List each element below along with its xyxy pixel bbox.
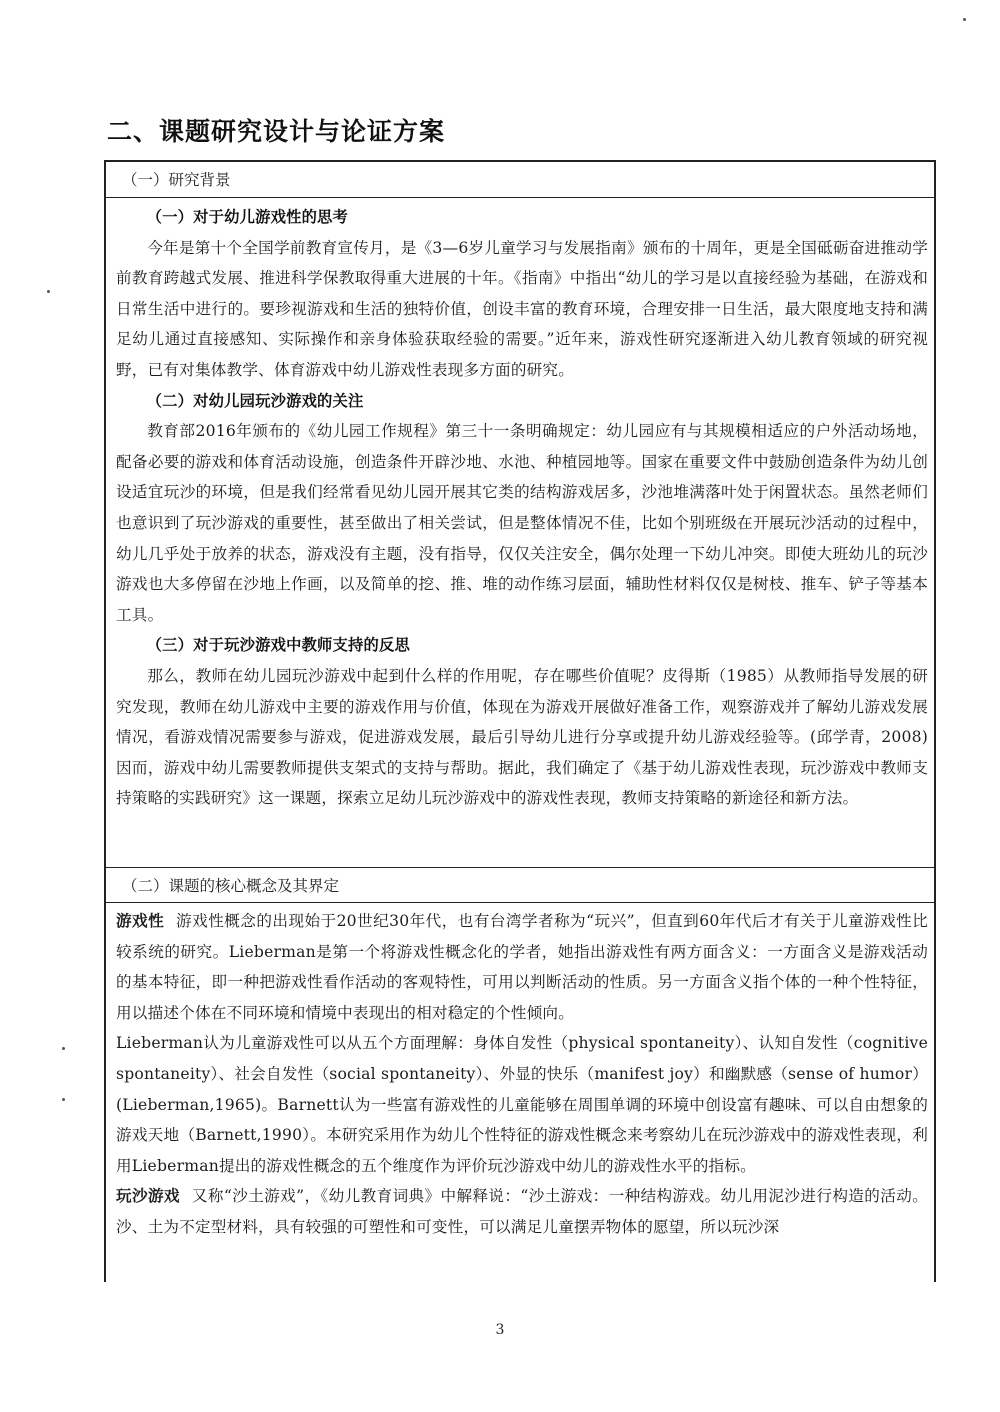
- page-number: 3: [495, 1322, 505, 1338]
- content-table: [104, 160, 936, 1282]
- page-title: 二、课题研究设计与论证方案: [107, 117, 446, 146]
- subsection-heading-playfulness: （一）对于幼儿游戏性的思考: [146, 208, 349, 226]
- term-sand-play: 玩沙游戏: [116, 1187, 180, 1206]
- term-playfulness-text: 游戏性概念的出现始于20世纪30年代，也有台湾学者称为“玩兴”，但直到60年代后才有关于儿童游戏性比较系统的研究。Lieberman是第一个将游戏性概念化的学者，她指出游戏性有两方面含义：一方面含义是游戏活动的基本特征，即一种把游戏性看作活动的客观特性，可用以判断活动的性质。另一方面含义指个体的一种个性特征，用以描述个体在不同环境和情境中表现出的相对稳定的个性倾向。: [116, 912, 928, 1022]
- scan-speck: [62, 1047, 65, 1050]
- paragraph-teacher-support: 那么，教师在幼儿园玩沙游戏中起到什么样的作用呢，存在哪些价值呢？皮得斯（1985）从教师指导发展的研究发现，教师在幼儿游戏中主要的游戏作用与价值，体现在为游戏开展做好准备工作，观察游戏并了解幼儿游戏发展情况，看游戏情况需要参与游戏，促进游戏发展，最后引导幼儿进行分享或提升幼儿游戏经验等。(邱学青，2008) 因而，游戏中幼儿需要教师提供支架式的支持与帮助。据此，我们确定了《基于幼儿游戏性表现，玩沙游戏中教师支持策略的实践研究》这一课题，探索立足幼儿玩沙游戏中的游戏性表现，教师支持策略的新途径和新方法。: [116, 666, 928, 808]
- term-playfulness: 游戏性: [116, 912, 165, 930]
- term-definition-sand-play: [116, 1181, 928, 1242]
- subsection-heading-teacher-support: （三）对于玩沙游戏中教师支持的反思: [146, 636, 411, 655]
- term-definition-playfulness: [116, 906, 928, 1028]
- section-body-core-concepts: [116, 906, 928, 1243]
- scan-speck: [62, 1098, 65, 1101]
- scan-speck: [47, 290, 50, 293]
- subsection-heading-sand-play: （二）对幼儿园玩沙游戏的关注: [146, 391, 364, 410]
- paragraph-playfulness: 今年是第十个全国学前教育宣传月，是《3—6岁儿童学习与发展指南》颁布的十周年，更是全国砥砺奋进推动学前教育跨越式发展、推进科学保教取得重大进展的十年。《指南》中指出“幼儿的学习是以直接经验为基础，在游戏和日常生活中进行的。要珍视游戏和生活的独特价值，创设丰富的教育环境，合理安排一日生活，最大限度地支持和满足幼儿通过直接感知、实际操作和亲身体验获取经验的需要。”近年来，游戏性研究逐渐进入幼儿教育领域的研究视野，已有对集体教学、体育游戏中幼儿游戏性表现多方面的研究。: [116, 238, 928, 379]
- paragraph-sand-play: 教育部2016年颁布的《幼儿园工作规程》第三十一条明确规定：幼儿园应有与其规模相适应的户外活动场地，配备必要的游戏和体育活动设施，创造条件开辟沙地、水池、种植园地等。国家在重要文件中鼓励创造条件为幼儿创设适宜玩沙的环境，但是我们经常看见幼儿园开展其它类的结构游戏居多，沙池堆满落叶处于闲置状态。虽然老师们也意识到了玩沙游戏的重要性，甚至做出了相关尝试，但是整体情况不佳，比如个别班级在开展玩沙活动的过程中，幼儿几乎处于放养的状态，游戏没有主题，没有指导，仅仅关注安全，偶尔处理一下幼儿冲突。即使大班幼儿的玩沙游戏也大多停留在沙地上作画，以及简单的挖、推、堆的动作练习层面，辅助性材料仅仅是树枝、推车、铲子等基本工具。: [116, 422, 928, 624]
- term-sand-play-text: 又称“沙土游戏”，《幼儿教育词典》中解释说：“沙土游戏：一种结构游戏。幼儿用泥沙进行构造的活动。沙、土为不定型材料，具有较强的可塑性和可变性，可以满足儿童摆弄物体的愿望，所以玩沙深: [116, 1187, 928, 1236]
- section-header-background: （一）研究背景: [106, 162, 934, 198]
- paragraph-lieberman: Lieberman认为儿童游戏性可以从五个方面理解：身体自发性（physical spontaneity）、认知自发性（cognitive spontaneity）、社会自发性（social spontaneity）、外显的快乐（manifest joy）和幽默感（sense of humor）(Lieberman,1965)。Barnett认为一些富有游戏性的儿童能够在周围单调的环境中创设富有趣味、可以自由想象的游戏天地（Barnett,1990）。本研究采用作为幼儿个性特征的游戏性概念来考察幼儿在玩沙游戏中的游戏性表现，利用Lieberman提出的游戏性概念的五个维度作为评价玩沙游戏中幼儿的游戏性水平的指标。: [116, 1034, 928, 1175]
- section-header-core-concepts: （二）课题的核心概念及其界定: [106, 867, 934, 903]
- section-body-background: [116, 202, 928, 814]
- scan-speck: [963, 18, 966, 21]
